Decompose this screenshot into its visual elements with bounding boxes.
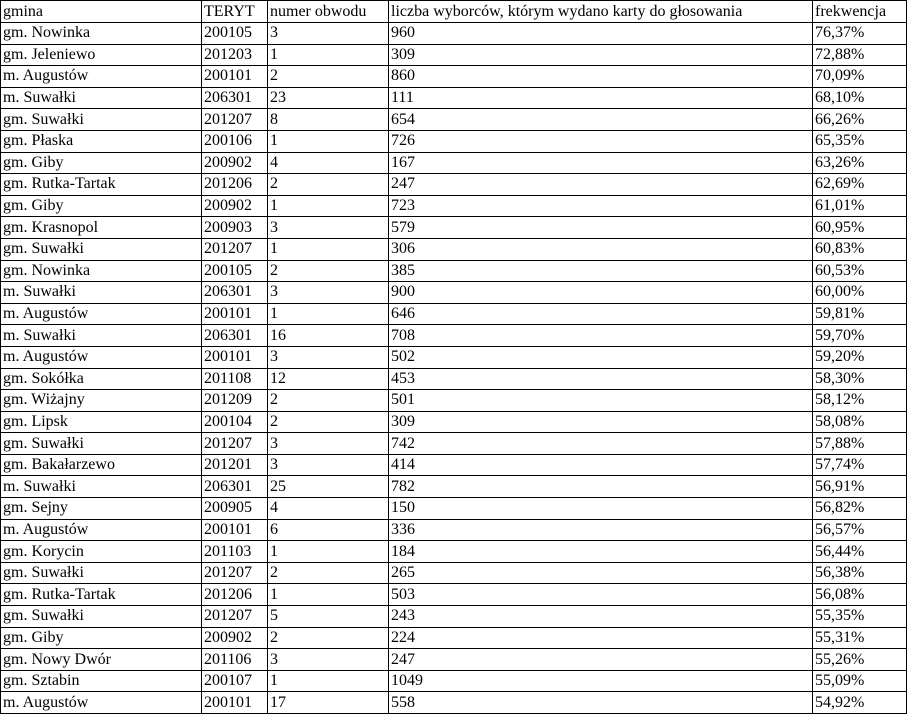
cell-frekwencja: 76,37% [813,23,907,45]
cell-frekwencja: 60,95% [813,217,907,239]
cell-liczba-wyborcow: 167 [389,152,813,174]
table-row [1,606,907,628]
cell-liczba-wyborcow: 309 [389,411,813,433]
table-row [1,282,907,304]
cell-gmina: m. Suwałki [1,282,202,304]
cell-teryt: 200105 [202,260,268,282]
cell-frekwencja: 60,83% [813,238,907,260]
cell-numer-obwodu: 12 [268,368,389,390]
cell-gmina: gm. Rutka-Tartak [1,584,202,606]
cell-liczba-wyborcow: 654 [389,109,813,131]
cell-numer-obwodu: 1 [268,670,389,692]
cell-frekwencja: 56,44% [813,541,907,563]
cell-frekwencja: 56,82% [813,498,907,520]
cell-numer-obwodu: 17 [268,692,389,714]
table-row [1,541,907,563]
table-row [1,346,907,368]
table-row [1,454,907,476]
cell-teryt: 200902 [202,152,268,174]
cell-numer-obwodu: 1 [268,541,389,563]
cell-teryt: 201207 [202,606,268,628]
cell-liczba-wyborcow: 502 [389,346,813,368]
cell-liczba-wyborcow: 503 [389,584,813,606]
cell-gmina: gm. Giby [1,195,202,217]
cell-gmina: gm. Sejny [1,498,202,520]
cell-numer-obwodu: 3 [268,649,389,671]
cell-teryt: 200106 [202,130,268,152]
cell-teryt: 200902 [202,627,268,649]
table-row [1,562,907,584]
cell-teryt: 200101 [202,346,268,368]
cell-teryt: 201209 [202,390,268,412]
cell-teryt: 200101 [202,692,268,714]
cell-gmina: gm. Suwałki [1,562,202,584]
cell-gmina: gm. Suwałki [1,109,202,131]
table-row [1,411,907,433]
cell-liczba-wyborcow: 265 [389,562,813,584]
cell-gmina: gm. Suwałki [1,606,202,628]
cell-numer-obwodu: 3 [268,454,389,476]
table-body [1,23,907,714]
table-row [1,433,907,455]
cell-liczba-wyborcow: 860 [389,66,813,88]
cell-liczba-wyborcow: 243 [389,606,813,628]
cell-numer-obwodu: 4 [268,498,389,520]
cell-frekwencja: 60,53% [813,260,907,282]
table-header [1,1,907,23]
table-row [1,325,907,347]
cell-gmina: gm. Nowy Dwór [1,649,202,671]
cell-liczba-wyborcow: 247 [389,174,813,196]
cell-gmina: gm. Giby [1,627,202,649]
table-row [1,303,907,325]
cell-gmina: gm. Wiżajny [1,390,202,412]
cell-liczba-wyborcow: 336 [389,519,813,541]
cell-gmina: m. Suwałki [1,476,202,498]
cell-teryt: 201201 [202,454,268,476]
cell-teryt: 200101 [202,519,268,541]
cell-gmina: gm. Płaska [1,130,202,152]
cell-gmina: gm. Suwałki [1,238,202,260]
cell-gmina: gm. Jeleniewo [1,44,202,66]
table-row [1,195,907,217]
cell-frekwencja: 58,12% [813,390,907,412]
column-header-gmina: gmina [1,1,202,23]
cell-liczba-wyborcow: 501 [389,390,813,412]
cell-numer-obwodu: 1 [268,130,389,152]
cell-liczba-wyborcow: 111 [389,87,813,109]
cell-numer-obwodu: 8 [268,109,389,131]
cell-teryt: 200101 [202,303,268,325]
cell-gmina: gm. Nowinka [1,23,202,45]
cell-teryt: 206301 [202,87,268,109]
cell-numer-obwodu: 2 [268,66,389,88]
cell-numer-obwodu: 3 [268,217,389,239]
table-row [1,109,907,131]
table-row [1,670,907,692]
table-row [1,66,907,88]
cell-frekwencja: 70,09% [813,66,907,88]
cell-frekwencja: 55,31% [813,627,907,649]
table-row [1,519,907,541]
cell-liczba-wyborcow: 579 [389,217,813,239]
cell-gmina: gm. Suwałki [1,433,202,455]
cell-teryt: 200902 [202,195,268,217]
cell-liczba-wyborcow: 1049 [389,670,813,692]
cell-liczba-wyborcow: 309 [389,44,813,66]
cell-frekwencja: 59,81% [813,303,907,325]
cell-frekwencja: 59,70% [813,325,907,347]
cell-gmina: m. Augustów [1,519,202,541]
cell-numer-obwodu: 2 [268,390,389,412]
cell-numer-obwodu: 3 [268,346,389,368]
cell-gmina: gm. Giby [1,152,202,174]
cell-liczba-wyborcow: 960 [389,23,813,45]
cell-liczba-wyborcow: 453 [389,368,813,390]
cell-numer-obwodu: 3 [268,23,389,45]
cell-frekwencja: 72,88% [813,44,907,66]
cell-numer-obwodu: 1 [268,303,389,325]
table-row [1,692,907,714]
column-header-numer-obwodu: numer obwodu [268,1,389,23]
cell-numer-obwodu: 2 [268,627,389,649]
column-header-frekwencja: frekwencja [813,1,907,23]
cell-gmina: gm. Nowinka [1,260,202,282]
cell-gmina: m. Augustów [1,346,202,368]
cell-frekwencja: 56,91% [813,476,907,498]
cell-liczba-wyborcow: 385 [389,260,813,282]
table-row [1,130,907,152]
cell-frekwencja: 58,08% [813,411,907,433]
cell-frekwencja: 61,01% [813,195,907,217]
table-row [1,260,907,282]
cell-frekwencja: 56,38% [813,562,907,584]
column-header-teryt: TERYT [202,1,268,23]
table-row [1,217,907,239]
cell-liczba-wyborcow: 742 [389,433,813,455]
cell-numer-obwodu: 25 [268,476,389,498]
table-row [1,390,907,412]
cell-liczba-wyborcow: 646 [389,303,813,325]
cell-liczba-wyborcow: 708 [389,325,813,347]
cell-numer-obwodu: 3 [268,282,389,304]
cell-numer-obwodu: 6 [268,519,389,541]
cell-gmina: m. Suwałki [1,87,202,109]
cell-gmina: m. Augustów [1,66,202,88]
table-row [1,44,907,66]
cell-gmina: gm. Korycin [1,541,202,563]
cell-teryt: 201106 [202,649,268,671]
cell-frekwencja: 55,35% [813,606,907,628]
cell-liczba-wyborcow: 184 [389,541,813,563]
cell-teryt: 201207 [202,562,268,584]
cell-teryt: 200101 [202,66,268,88]
table-row [1,87,907,109]
cell-liczba-wyborcow: 558 [389,692,813,714]
cell-numer-obwodu: 1 [268,238,389,260]
cell-gmina: m. Augustów [1,692,202,714]
cell-frekwencja: 55,09% [813,670,907,692]
cell-teryt: 201103 [202,541,268,563]
cell-frekwencja: 68,10% [813,87,907,109]
cell-liczba-wyborcow: 414 [389,454,813,476]
cell-gmina: m. Suwałki [1,325,202,347]
cell-numer-obwodu: 1 [268,195,389,217]
cell-teryt: 200104 [202,411,268,433]
cell-frekwencja: 55,26% [813,649,907,671]
cell-frekwencja: 56,08% [813,584,907,606]
cell-frekwencja: 54,92% [813,692,907,714]
table-row [1,627,907,649]
cell-frekwencja: 59,20% [813,346,907,368]
table-row [1,584,907,606]
cell-liczba-wyborcow: 247 [389,649,813,671]
cell-liczba-wyborcow: 782 [389,476,813,498]
cell-teryt: 201203 [202,44,268,66]
cell-numer-obwodu: 23 [268,87,389,109]
cell-numer-obwodu: 16 [268,325,389,347]
table-row [1,23,907,45]
cell-frekwencja: 57,88% [813,433,907,455]
cell-teryt: 201206 [202,174,268,196]
cell-frekwencja: 66,26% [813,109,907,131]
cell-numer-obwodu: 2 [268,174,389,196]
cell-liczba-wyborcow: 306 [389,238,813,260]
cell-frekwencja: 57,74% [813,454,907,476]
cell-liczba-wyborcow: 150 [389,498,813,520]
cell-numer-obwodu: 4 [268,152,389,174]
cell-teryt: 201207 [202,238,268,260]
table-row [1,476,907,498]
table-row [1,152,907,174]
cell-gmina: gm. Krasnopol [1,217,202,239]
cell-frekwencja: 65,35% [813,130,907,152]
cell-teryt: 206301 [202,282,268,304]
cell-teryt: 206301 [202,476,268,498]
cell-frekwencja: 58,30% [813,368,907,390]
cell-teryt: 200905 [202,498,268,520]
cell-teryt: 200107 [202,670,268,692]
cell-teryt: 200903 [202,217,268,239]
cell-numer-obwodu: 2 [268,411,389,433]
cell-gmina: gm. Sztabin [1,670,202,692]
cell-gmina: gm. Sokółka [1,368,202,390]
cell-liczba-wyborcow: 224 [389,627,813,649]
cell-numer-obwodu: 2 [268,260,389,282]
cell-numer-obwodu: 2 [268,562,389,584]
table-row [1,174,907,196]
table-row [1,649,907,671]
cell-frekwencja: 56,57% [813,519,907,541]
table-row [1,368,907,390]
table-row [1,498,907,520]
cell-teryt: 206301 [202,325,268,347]
column-header-liczba-wyborcow: liczba wyborców, którym wydano karty do głosowania [389,1,813,23]
cell-numer-obwodu: 1 [268,584,389,606]
cell-frekwencja: 63,26% [813,152,907,174]
cell-teryt: 201207 [202,109,268,131]
cell-numer-obwodu: 1 [268,44,389,66]
cell-gmina: gm. Rutka-Tartak [1,174,202,196]
table-row [1,238,907,260]
cell-frekwencja: 62,69% [813,174,907,196]
cell-gmina: m. Augustów [1,303,202,325]
cell-liczba-wyborcow: 726 [389,130,813,152]
cell-teryt: 201207 [202,433,268,455]
cell-liczba-wyborcow: 900 [389,282,813,304]
header-row [1,1,907,23]
cell-frekwencja: 60,00% [813,282,907,304]
cell-gmina: gm. Lipsk [1,411,202,433]
cell-teryt: 200105 [202,23,268,45]
cell-gmina: gm. Bakałarzewo [1,454,202,476]
cell-teryt: 201108 [202,368,268,390]
cell-liczba-wyborcow: 723 [389,195,813,217]
cell-teryt: 201206 [202,584,268,606]
cell-numer-obwodu: 5 [268,606,389,628]
cell-numer-obwodu: 3 [268,433,389,455]
